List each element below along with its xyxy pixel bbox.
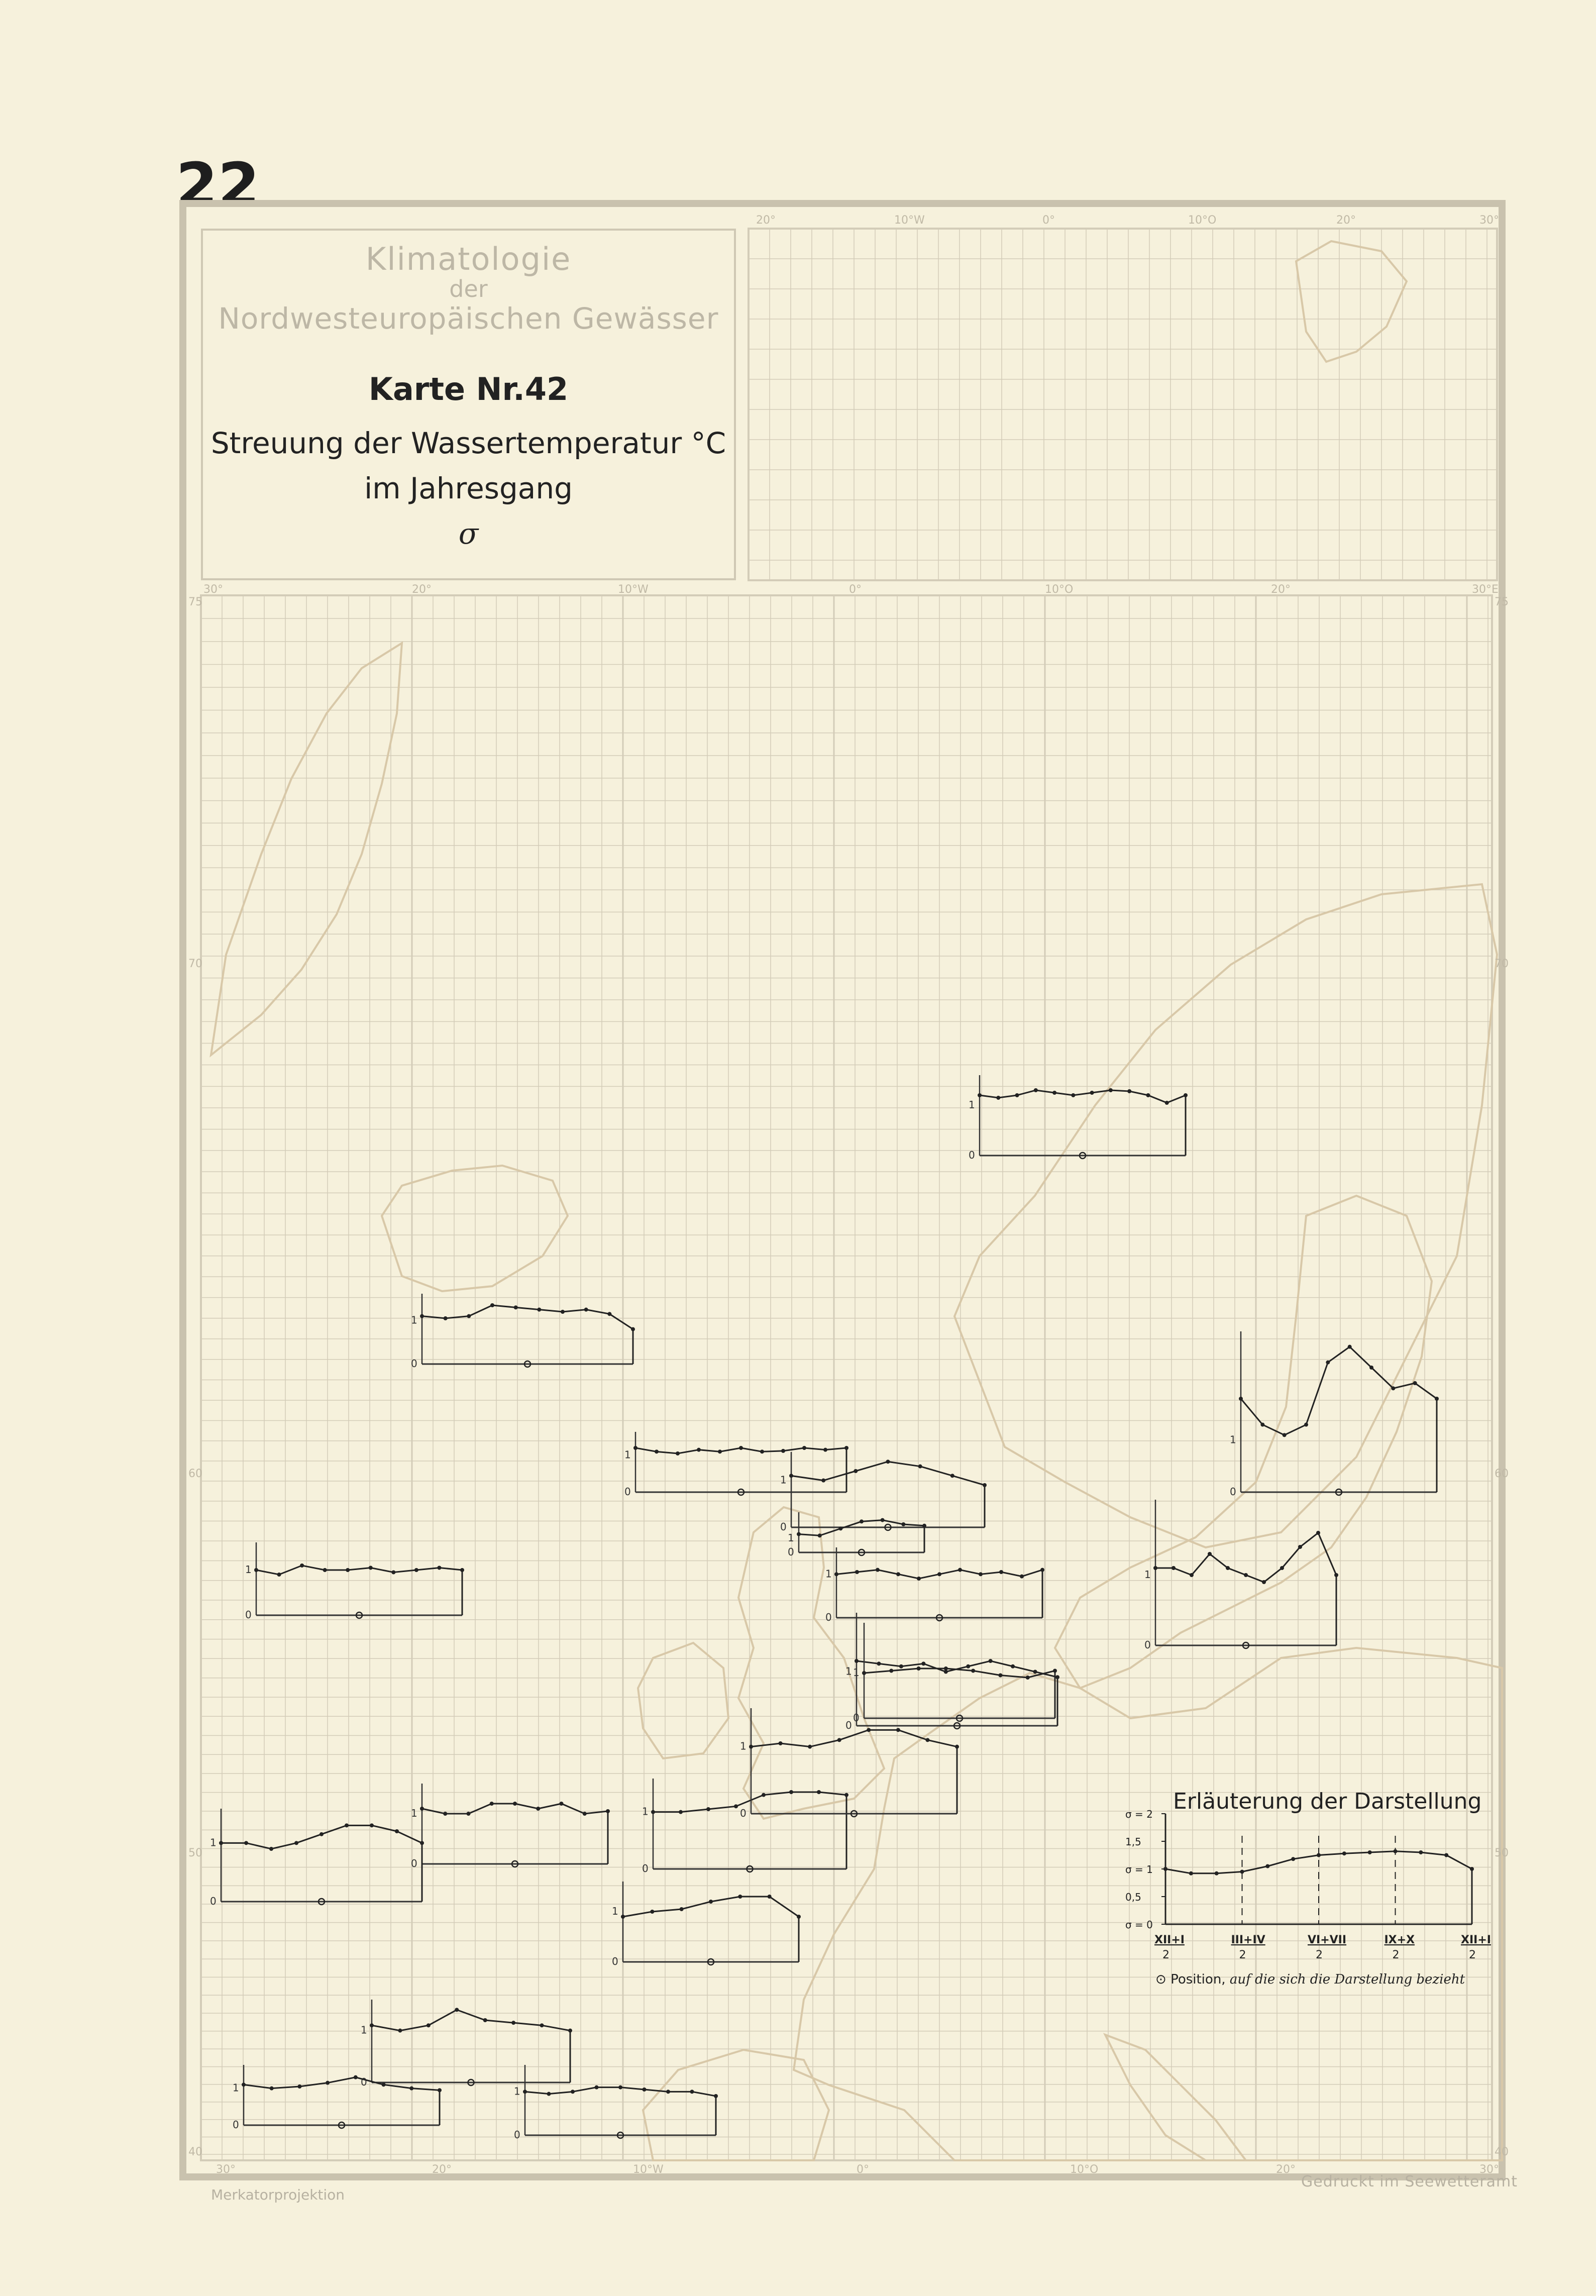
chart-point xyxy=(1413,1381,1417,1385)
grid-label-right: 50 xyxy=(1495,1847,1509,1859)
grid-label-mid: 30°E xyxy=(1472,583,1499,596)
chart-tick-0: 0 xyxy=(780,1521,787,1533)
grid-label-bottom: 20° xyxy=(1276,2163,1296,2176)
legend-x-denominator: 2 xyxy=(1392,1949,1400,1961)
chart-point xyxy=(679,1810,683,1814)
grid-label-mid: 30° xyxy=(203,583,223,596)
chart-point xyxy=(1304,1423,1308,1427)
chart-point xyxy=(300,1563,304,1568)
chart-point xyxy=(950,1474,954,1478)
chart-point xyxy=(345,1823,349,1827)
chart-point xyxy=(618,2085,622,2090)
projection-label: Merkatorprojektion xyxy=(211,2186,345,2203)
chart-point xyxy=(269,1847,273,1851)
chart-point xyxy=(899,1664,903,1668)
legend-y-label: σ = 0 xyxy=(1125,1919,1153,1931)
grid-label-bottom: 10°O xyxy=(1070,2163,1099,2176)
chart-point xyxy=(511,2021,515,2025)
iceland-coast xyxy=(382,1166,568,1291)
grid-label-left: 75 xyxy=(188,596,202,608)
chart-point xyxy=(1316,1531,1320,1535)
chart-point xyxy=(781,1449,785,1453)
chart-point xyxy=(1262,1580,1266,1584)
chart-point xyxy=(320,1832,324,1836)
grid-label-mid: 20° xyxy=(1271,583,1291,596)
map-number: Karte Nr.42 xyxy=(368,371,569,407)
chart-point xyxy=(802,1446,806,1450)
legend-x-label: IX+X xyxy=(1384,1934,1415,1946)
chart-point xyxy=(297,2084,301,2089)
chart-point xyxy=(877,1661,881,1665)
chart-point xyxy=(621,1915,625,1919)
chart-tick-1: 1 xyxy=(233,2081,239,2094)
chart-point xyxy=(1090,1091,1094,1095)
grid-label-bottom: 20° xyxy=(432,2163,452,2176)
chart-point xyxy=(595,2085,599,2090)
chart-point xyxy=(270,2086,274,2091)
station-chart xyxy=(245,1542,464,1621)
chart-point xyxy=(823,1448,827,1452)
chart-point xyxy=(855,1570,859,1574)
legend-x-denominator: 2 xyxy=(1239,1949,1246,1961)
chart-point xyxy=(547,2092,551,2096)
chart-tick-0: 0 xyxy=(788,1546,794,1558)
chart-tick-1: 1 xyxy=(411,1314,417,1326)
chart-point xyxy=(1033,1670,1037,1674)
chart-point xyxy=(467,1314,471,1318)
chart-point xyxy=(709,1900,713,1904)
chart-point xyxy=(370,1823,374,1827)
chart-tick-0: 0 xyxy=(411,1358,417,1370)
grid-label-right: 60 xyxy=(1495,1468,1509,1480)
station-chart xyxy=(853,1623,1057,1724)
legend-x-label: XII+I xyxy=(1461,1934,1491,1946)
chart-point xyxy=(917,1577,921,1581)
scandinavia-coast xyxy=(954,884,1497,1547)
chart-point xyxy=(409,2086,413,2091)
chart-tick-0: 0 xyxy=(361,2076,367,2088)
chart-point xyxy=(966,1664,970,1668)
chart-point xyxy=(1165,1101,1169,1105)
grid-label-top: 30° xyxy=(1479,214,1499,227)
chart-point xyxy=(650,1910,654,1914)
station-chart xyxy=(969,1075,1188,1161)
chart-point xyxy=(540,2023,544,2027)
chart-point xyxy=(1020,1575,1024,1579)
chart-point xyxy=(749,1745,753,1749)
chart-tick-1: 1 xyxy=(780,1474,787,1486)
chart-point xyxy=(817,1790,821,1794)
chart-point xyxy=(821,1479,825,1483)
chart-tick-0: 0 xyxy=(514,2129,520,2141)
chart-point xyxy=(1015,1093,1019,1097)
chart-point xyxy=(560,1802,564,1806)
chart-point xyxy=(294,1841,298,1845)
chart-point xyxy=(739,1446,743,1450)
chart-tick-0: 0 xyxy=(1230,1486,1236,1498)
chart-point xyxy=(1280,1566,1284,1570)
chart-point xyxy=(244,1841,248,1845)
grid-label-top: 10°O xyxy=(1188,214,1217,227)
sigma-symbol: σ xyxy=(458,516,479,551)
printer-label: Gedruckt im Seewetteramt xyxy=(1301,2173,1518,2190)
station-chart xyxy=(411,1784,610,1869)
chart-tick-1: 1 xyxy=(624,1448,631,1461)
chart-point xyxy=(999,1570,1003,1574)
title-box xyxy=(201,229,736,580)
chart-point xyxy=(937,1572,941,1576)
chart-tick-0: 0 xyxy=(411,1857,417,1869)
grid-label-top: 20° xyxy=(756,214,776,227)
chart-point xyxy=(561,1310,565,1314)
legend-y-label: σ = 1 xyxy=(1125,1863,1153,1875)
chart-point xyxy=(896,1572,900,1576)
chart-point xyxy=(855,1659,859,1663)
chart-tick-0: 0 xyxy=(740,1807,747,1819)
chart-point xyxy=(523,2090,527,2094)
chart-point xyxy=(370,2023,374,2027)
chart-tick-1: 1 xyxy=(612,1905,618,1917)
chart-point xyxy=(326,2081,330,2085)
chart-point xyxy=(651,1810,655,1814)
chart-point xyxy=(382,2082,386,2086)
chart-line xyxy=(422,1305,633,1329)
chart-point xyxy=(768,1895,772,1899)
chart-point xyxy=(734,1804,738,1808)
chart-point xyxy=(1226,1566,1230,1570)
chart-point xyxy=(1071,1093,1075,1097)
britain-coast xyxy=(738,1507,884,1819)
chart-point xyxy=(666,2090,670,2094)
chart-point xyxy=(1034,1088,1038,1092)
grid-label-right: 40 xyxy=(1495,2146,1509,2158)
chart-point xyxy=(219,1841,223,1845)
italy-coast xyxy=(1105,2035,1246,2160)
chart-point xyxy=(989,1659,993,1663)
chart-tick-1: 1 xyxy=(853,1666,860,1679)
chart-point xyxy=(1172,1566,1176,1570)
chart-point xyxy=(398,2029,402,2033)
title-line1: Klimatologie xyxy=(365,241,572,277)
chart-tick-0: 0 xyxy=(642,1862,649,1874)
chart-tick-1: 1 xyxy=(411,1807,417,1819)
grid-label-bottom: 30° xyxy=(1479,2163,1499,2176)
chart-point xyxy=(323,1568,327,1572)
chart-point xyxy=(881,1518,885,1522)
legend-y-label: σ = 2 xyxy=(1125,1808,1153,1820)
chart-point xyxy=(643,2088,647,2092)
legend-x-denominator: 2 xyxy=(1162,1949,1169,1961)
legend-point xyxy=(1368,1850,1372,1854)
chart-tick-0: 0 xyxy=(245,1609,252,1621)
chart-point xyxy=(369,1566,373,1570)
chart-point xyxy=(437,1566,441,1570)
chart-tick-1: 1 xyxy=(740,1740,747,1752)
chart-point xyxy=(867,1728,871,1732)
chart-point xyxy=(854,1469,858,1473)
chart-point xyxy=(818,1533,822,1537)
chart-tick-1: 1 xyxy=(845,1665,852,1678)
subtitle-line1: Streuung der Wassertemperatur °C xyxy=(210,426,726,460)
legend-point xyxy=(1342,1851,1346,1855)
chart-point xyxy=(1208,1552,1212,1556)
station-chart xyxy=(1144,1500,1338,1651)
chart-point xyxy=(958,1568,962,1572)
chart-point xyxy=(1369,1366,1373,1370)
legend-point xyxy=(1444,1853,1448,1857)
chart-point xyxy=(514,1305,518,1309)
legend-title: Erläuterung der Darstellung xyxy=(1173,1789,1482,1814)
station-chart xyxy=(788,1512,926,1558)
chart-point xyxy=(738,1895,742,1899)
station-chart xyxy=(514,2065,718,2141)
grid-label-top: 20° xyxy=(1336,214,1356,227)
chart-line xyxy=(221,1825,422,1849)
station-chart xyxy=(612,1882,801,1967)
chart-tick-1: 1 xyxy=(969,1099,975,1111)
chart-tick-1: 1 xyxy=(825,1568,832,1580)
grid-label-top: 0° xyxy=(1042,214,1055,227)
ireland-coast xyxy=(638,1643,728,1758)
chart-point xyxy=(925,1738,929,1742)
chart-point xyxy=(414,1568,418,1572)
chart-point xyxy=(789,1790,793,1794)
chart-point xyxy=(571,2090,575,2094)
chart-point xyxy=(680,1907,684,1911)
chart-point xyxy=(718,1449,722,1453)
title-line3: Nordwesteuropäischen Gewässer xyxy=(218,301,719,336)
station-chart xyxy=(825,1547,1044,1623)
chart-point xyxy=(467,1812,471,1816)
chart-point xyxy=(395,1829,399,1833)
grid-label-left: 50 xyxy=(188,1847,202,1859)
chart-point xyxy=(1026,1676,1030,1680)
chart-tick-0: 0 xyxy=(1144,1639,1151,1651)
chart-point xyxy=(697,1448,701,1452)
chart-point xyxy=(918,1465,922,1469)
chart-point xyxy=(354,2075,358,2079)
chart-point xyxy=(1260,1423,1264,1427)
chart-line xyxy=(256,1566,462,1575)
chart-point xyxy=(346,1568,350,1572)
chart-point xyxy=(690,2090,694,2094)
chart-point xyxy=(1153,1566,1157,1570)
grid-label-mid: 0° xyxy=(849,583,862,596)
chart-tick-0: 0 xyxy=(845,1719,852,1731)
chart-point xyxy=(917,1666,921,1671)
legend-x-label: XII+I xyxy=(1154,1934,1185,1946)
title-line2: der xyxy=(449,275,488,302)
legend-x-label: VI+VII xyxy=(1308,1934,1347,1946)
chart-point xyxy=(1109,1088,1113,1092)
svalbard-coast xyxy=(1296,241,1407,362)
subtitle-line2: im Jahresgang xyxy=(364,471,573,505)
chart-point xyxy=(996,1096,1000,1100)
baltic-coast xyxy=(1055,1196,1432,1688)
legend-x-denominator: 2 xyxy=(1469,1949,1476,1961)
chart-point xyxy=(1391,1386,1395,1390)
chart-point xyxy=(1348,1345,1352,1349)
chart-point xyxy=(797,1532,801,1536)
chart-tick-1: 1 xyxy=(514,2085,520,2098)
chart-point xyxy=(979,1572,983,1576)
chart-tick-1: 1 xyxy=(210,1836,217,1849)
legend-point xyxy=(1265,1864,1269,1868)
chart-point xyxy=(242,2082,246,2086)
page-number: 22 xyxy=(176,151,260,221)
chart-point xyxy=(607,1312,611,1316)
grid-label-left: 40 xyxy=(188,2146,202,2158)
chart-point xyxy=(1052,1091,1056,1095)
chart-point xyxy=(944,1666,948,1671)
chart-point xyxy=(513,1802,517,1806)
chart-point xyxy=(420,1807,424,1811)
chart-point xyxy=(676,1451,680,1455)
chart-point xyxy=(483,2018,487,2022)
chart-point xyxy=(391,1571,395,1575)
chart-point xyxy=(762,1793,766,1797)
chart-tick-0: 0 xyxy=(825,1611,832,1623)
chart-tick-0: 0 xyxy=(853,1712,860,1724)
chart-point xyxy=(427,2023,431,2027)
chart-point xyxy=(837,1738,841,1742)
legend-point xyxy=(1419,1850,1423,1854)
chart-point xyxy=(876,1568,880,1572)
chart-tick-0: 0 xyxy=(969,1149,975,1161)
chart-point xyxy=(444,1316,448,1320)
chart-point xyxy=(706,1807,710,1811)
chart-point xyxy=(537,1308,541,1312)
chart-tick-1: 1 xyxy=(361,2024,367,2036)
chart-tick-1: 1 xyxy=(788,1532,794,1544)
chart-point xyxy=(254,1568,258,1572)
chart-point xyxy=(583,1812,587,1816)
legend-x-label: III+IV xyxy=(1231,1934,1265,1946)
grid-label-mid: 20° xyxy=(412,583,432,596)
grid-label-mid: 10°W xyxy=(618,583,649,596)
chart-point xyxy=(443,1812,447,1816)
chart-point xyxy=(1190,1573,1194,1577)
chart-point xyxy=(1127,1089,1131,1093)
grid-label-right: 70 xyxy=(1495,958,1509,970)
chart-line xyxy=(1241,1347,1437,1435)
legend-point xyxy=(1215,1871,1219,1875)
chart-point xyxy=(896,1728,900,1732)
grid-label-top: 10°W xyxy=(894,214,925,227)
chart-tick-1: 1 xyxy=(642,1805,649,1818)
legend-note xyxy=(1155,1972,1465,1987)
chart-line xyxy=(980,1090,1186,1103)
chart-point xyxy=(889,1669,893,1673)
grid-label-right: 75 xyxy=(1495,596,1509,608)
grid-label-left: 70 xyxy=(188,958,202,970)
position-icon: ⊙ xyxy=(1155,1972,1166,1987)
grid-label-bottom: 30° xyxy=(216,2163,236,2176)
chart-point xyxy=(1146,1093,1150,1097)
station-chart xyxy=(210,1809,424,1907)
chart-line xyxy=(791,1462,985,1485)
chart-tick-0: 0 xyxy=(210,1895,217,1907)
legend-point xyxy=(1189,1871,1193,1875)
station-chart xyxy=(624,1432,848,1498)
chart-point xyxy=(420,1314,424,1318)
chart-tick-0: 0 xyxy=(612,1955,618,1967)
chart-point xyxy=(490,1303,494,1307)
grid-label-bottom: 0° xyxy=(857,2163,869,2176)
legend-chart xyxy=(1125,1808,1491,1961)
chart-point xyxy=(860,1519,864,1523)
chart-point xyxy=(633,1446,637,1450)
chart-point xyxy=(1326,1361,1330,1365)
chart-tick-1: 1 xyxy=(1144,1569,1151,1581)
chart-point xyxy=(536,1807,540,1811)
chart-tick-1: 1 xyxy=(245,1563,252,1576)
legend-point xyxy=(1163,1867,1167,1871)
chart-point xyxy=(490,1802,494,1806)
chart-point xyxy=(901,1522,905,1526)
chart-point xyxy=(1298,1545,1302,1549)
station-chart xyxy=(411,1294,635,1370)
chart-point xyxy=(584,1308,588,1312)
chart-point xyxy=(834,1572,838,1576)
chart-point xyxy=(655,1449,659,1453)
grid-label-bottom: 10°W xyxy=(633,2163,664,2176)
chart-point xyxy=(808,1745,812,1749)
chart-point xyxy=(998,1674,1002,1678)
chart-point xyxy=(1283,1433,1287,1437)
chart-point xyxy=(1011,1664,1015,1668)
legend-note-italic: auf die sich die Darstellung bezieht xyxy=(1229,1972,1465,1987)
chart-point xyxy=(277,1573,281,1577)
chart-point xyxy=(1239,1397,1243,1401)
chart-point xyxy=(789,1474,793,1478)
chart-point xyxy=(455,2008,459,2012)
chart-point xyxy=(862,1671,866,1675)
chart-tick-0: 0 xyxy=(624,1486,631,1498)
legend-point xyxy=(1291,1857,1295,1861)
chart-point xyxy=(1244,1573,1248,1577)
legend-note-normal: Position, xyxy=(1171,1972,1226,1987)
legend-y-label: 0,5 xyxy=(1125,1891,1141,1903)
chart-tick-1: 1 xyxy=(1230,1433,1236,1446)
chart-point xyxy=(921,1661,925,1665)
legend-x-denominator: 2 xyxy=(1316,1949,1323,1961)
grid-label-left: 60 xyxy=(188,1468,202,1480)
grid-label-mid: 10°O xyxy=(1045,583,1074,596)
chart-point xyxy=(978,1093,982,1097)
chart-point xyxy=(886,1459,890,1464)
chart-point xyxy=(838,1526,842,1530)
chart-point xyxy=(760,1449,764,1453)
chart-point xyxy=(971,1669,975,1673)
chart-tick-0: 0 xyxy=(233,2119,239,2131)
legend-y-label: 1,5 xyxy=(1125,1836,1141,1848)
chart-point xyxy=(779,1741,783,1745)
